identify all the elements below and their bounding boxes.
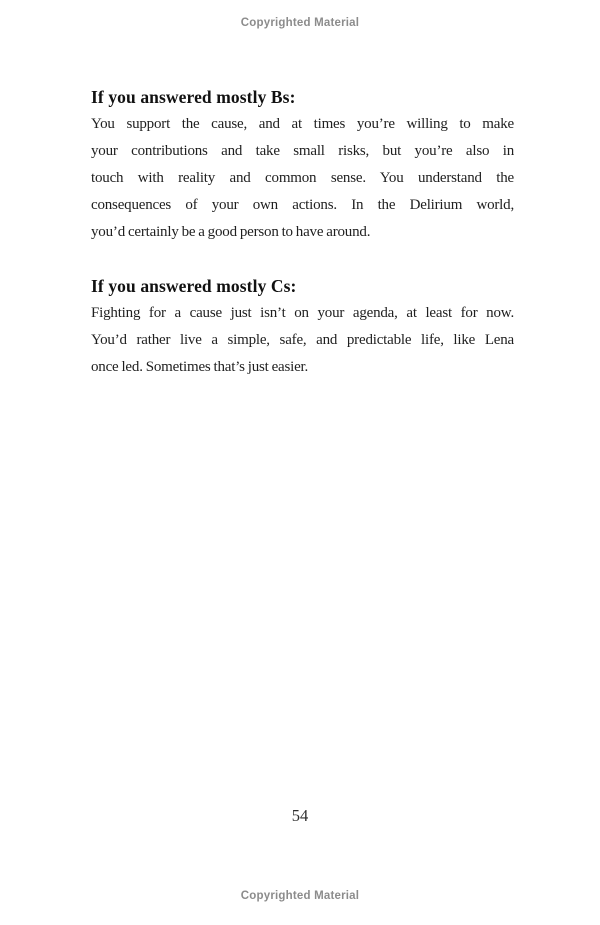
section-heading-cs: If you answered mostly Cs: <box>91 276 297 296</box>
page-content <box>91 84 514 381</box>
copyright-notice-bottom: Copyrighted Material <box>240 890 360 902</box>
paragraph-line: consequences of your own actions. In the Delirium world, <box>91 197 514 213</box>
paragraph-line: You’d rather live a simple, safe, and predictable life, like Lena <box>91 332 514 348</box>
section-answered-mostly-cs <box>91 273 514 381</box>
paragraph-line: You support the cause, and at times you’re willing to make <box>91 116 514 132</box>
paragraph-line: touch with reality and common sense. You understand the <box>91 170 514 186</box>
page-number: 54 <box>291 806 309 825</box>
section-heading-bs: If you answered mostly Bs: <box>91 87 296 107</box>
paragraph-line: you’d certainly be a good person to have around. <box>91 224 371 240</box>
paragraph-line: your contributions and take small risks, but you’re also in <box>91 143 514 159</box>
copyright-notice-top: Copyrighted Material <box>240 17 360 29</box>
section-answered-mostly-bs <box>91 84 514 246</box>
paragraph-line: once led. Sometimes that’s just easier. <box>91 359 309 375</box>
paragraph-line: Fighting for a cause just isn’t on your agenda, at least for now. <box>91 305 514 321</box>
